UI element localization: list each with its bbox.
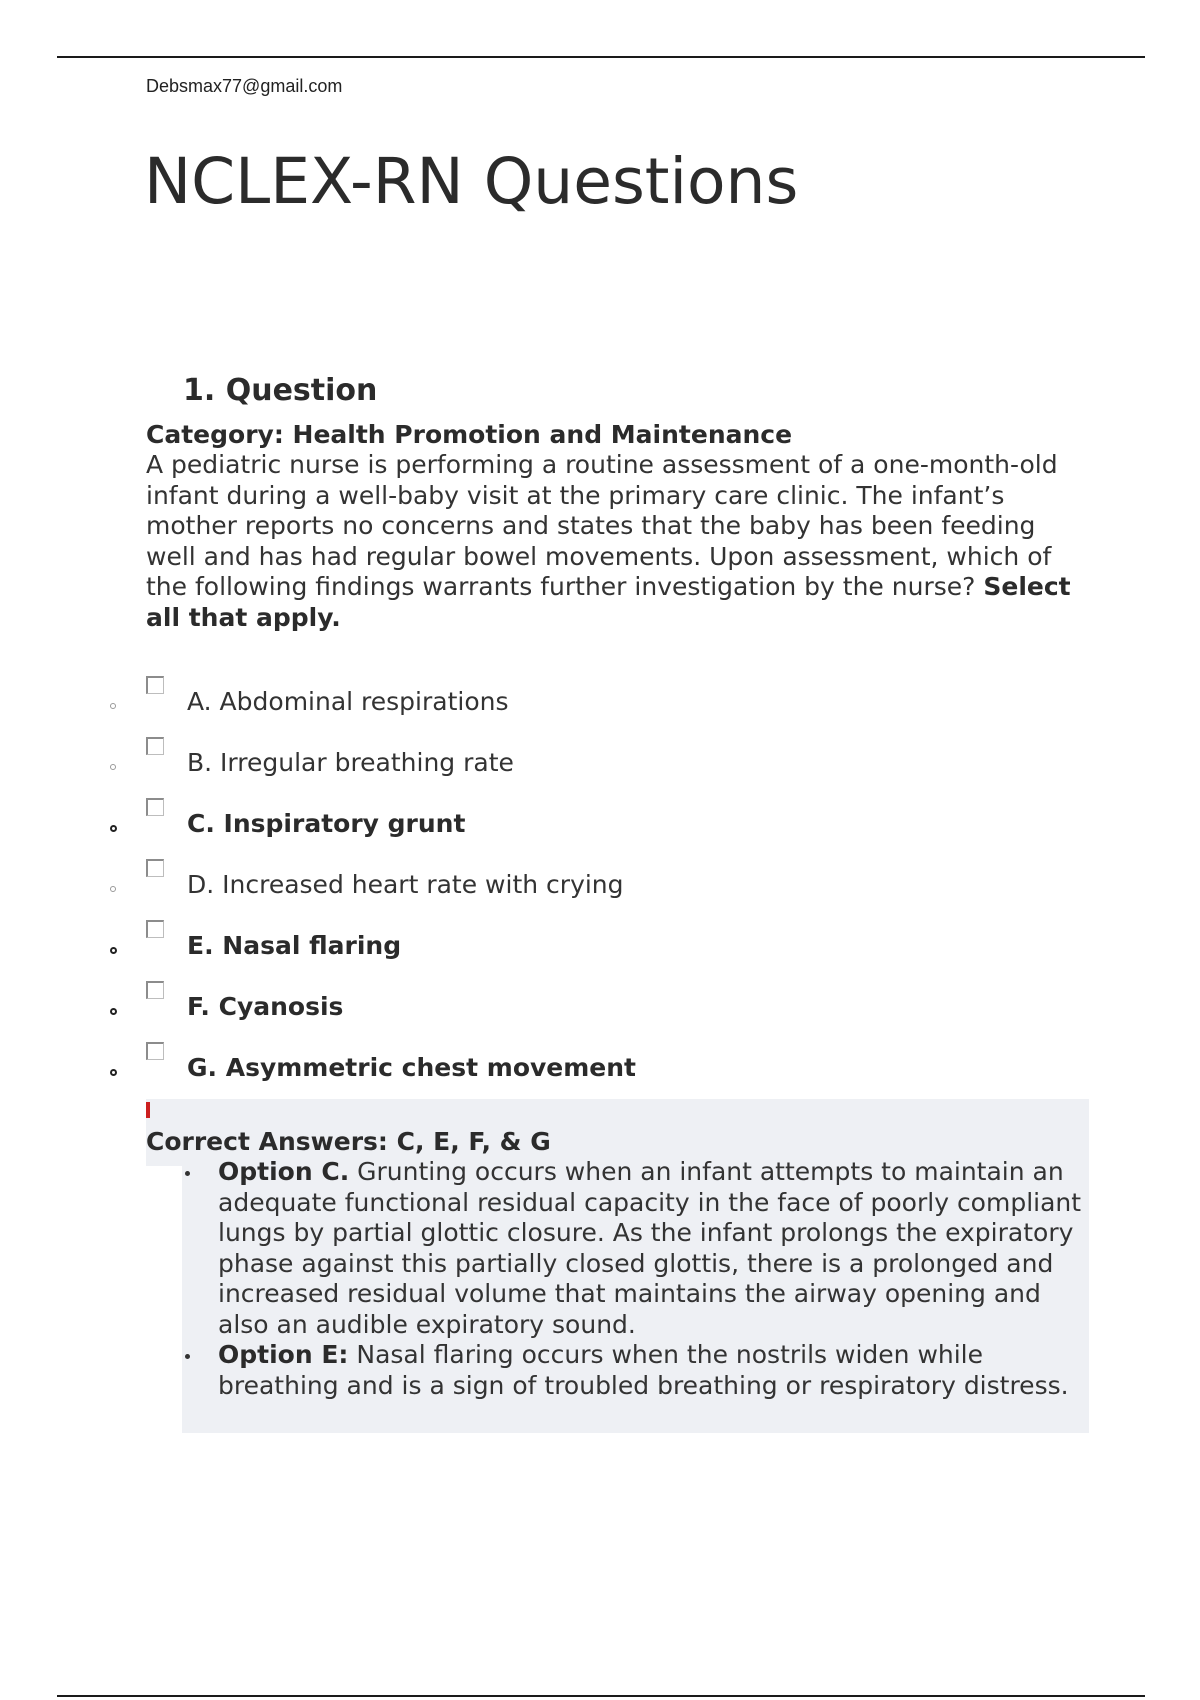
rationale-c-label: Option C.: [218, 1157, 350, 1186]
answer-option-g: [0, 1038, 1200, 1099]
answer-option-f: [0, 977, 1200, 1038]
option-f-label: F. Cyanosis: [187, 992, 344, 1021]
rationale-e-label: Option E:: [218, 1340, 349, 1369]
option-b-checkbox[interactable]: [146, 737, 164, 755]
answer-option-c: [0, 794, 1200, 855]
option-e-checkbox[interactable]: [146, 920, 164, 938]
option-e-label: E. Nasal flaring: [187, 931, 402, 960]
option-b-label: B. Irregular breathing rate: [187, 748, 514, 777]
rationale-c-text: Grunting occurs when an infant attempts to maintain an adequate functional residual capacity in the face of poorly compliant lungs by partial glottic closure. As the infant prolongs the expiratory phase against this partially closed glottis, there is a prolonged and increased residual volume that maintains the airway opening and also an audible expiratory sound.: [218, 1157, 1082, 1339]
rationale-option-e: [218, 1340, 1086, 1401]
header-rule: [57, 56, 1145, 58]
question-heading: 1. Question: [183, 373, 378, 408]
question-stem: [146, 450, 1086, 633]
rationale-list: [218, 1157, 1086, 1401]
option-c-label: C. Inspiratory grunt: [187, 809, 466, 838]
option-a-label: A. Abdominal respirations: [187, 687, 509, 716]
author-email: Debsmax77@gmail.com: [146, 76, 343, 96]
option-g-label: G. Asymmetric chest movement: [187, 1053, 637, 1082]
answer-marker: [146, 1102, 150, 1118]
list-bullet-icon: [110, 764, 116, 770]
option-f-checkbox[interactable]: [146, 981, 164, 999]
list-bullet-icon: [110, 1008, 117, 1015]
answer-option-b: [0, 733, 1200, 794]
question-instruction: Select all that apply.: [146, 572, 1071, 632]
answer-option-a: [0, 672, 1200, 733]
option-a-checkbox[interactable]: [146, 676, 164, 694]
footer-rule: [57, 1695, 1145, 1697]
list-bullet-icon: [110, 1069, 117, 1076]
list-bullet-icon: [110, 825, 117, 832]
option-d-label: D. Increased heart rate with crying: [187, 870, 624, 899]
list-bullet-icon: [110, 947, 117, 954]
option-c-checkbox[interactable]: [146, 798, 164, 816]
list-bullet-icon: [110, 886, 116, 892]
panel-indent-gap: [146, 1166, 182, 1433]
rationale-option-c: [218, 1157, 1086, 1340]
rationale-e-text: Nasal flaring occurs when the nostrils widen while breathing and is a sign of troubled breathing or respiratory distress.: [218, 1340, 1069, 1400]
option-g-checkbox[interactable]: [146, 1042, 164, 1060]
answer-options-list: [0, 672, 1200, 1099]
answer-option-e: [0, 916, 1200, 977]
option-d-checkbox[interactable]: [146, 859, 164, 877]
list-bullet-icon: [110, 703, 116, 709]
question-stem-text: A pediatric nurse is performing a routine assessment of a one-month-old infant during a well-baby visit at the primary care clinic. The infant’s mother reports no concerns and states that the baby has been feeding well and has had regular bowel movements. Upon assessment, which of the following findings warrants further investigation by the nurse?: [146, 450, 1058, 601]
correct-answers-title: Correct Answers: C, E, F, & G: [146, 1127, 551, 1156]
answer-option-d: [0, 855, 1200, 916]
question-category: Category: Health Promotion and Maintenance: [146, 420, 793, 449]
document-title: NCLEX-RN Questions: [144, 145, 799, 218]
